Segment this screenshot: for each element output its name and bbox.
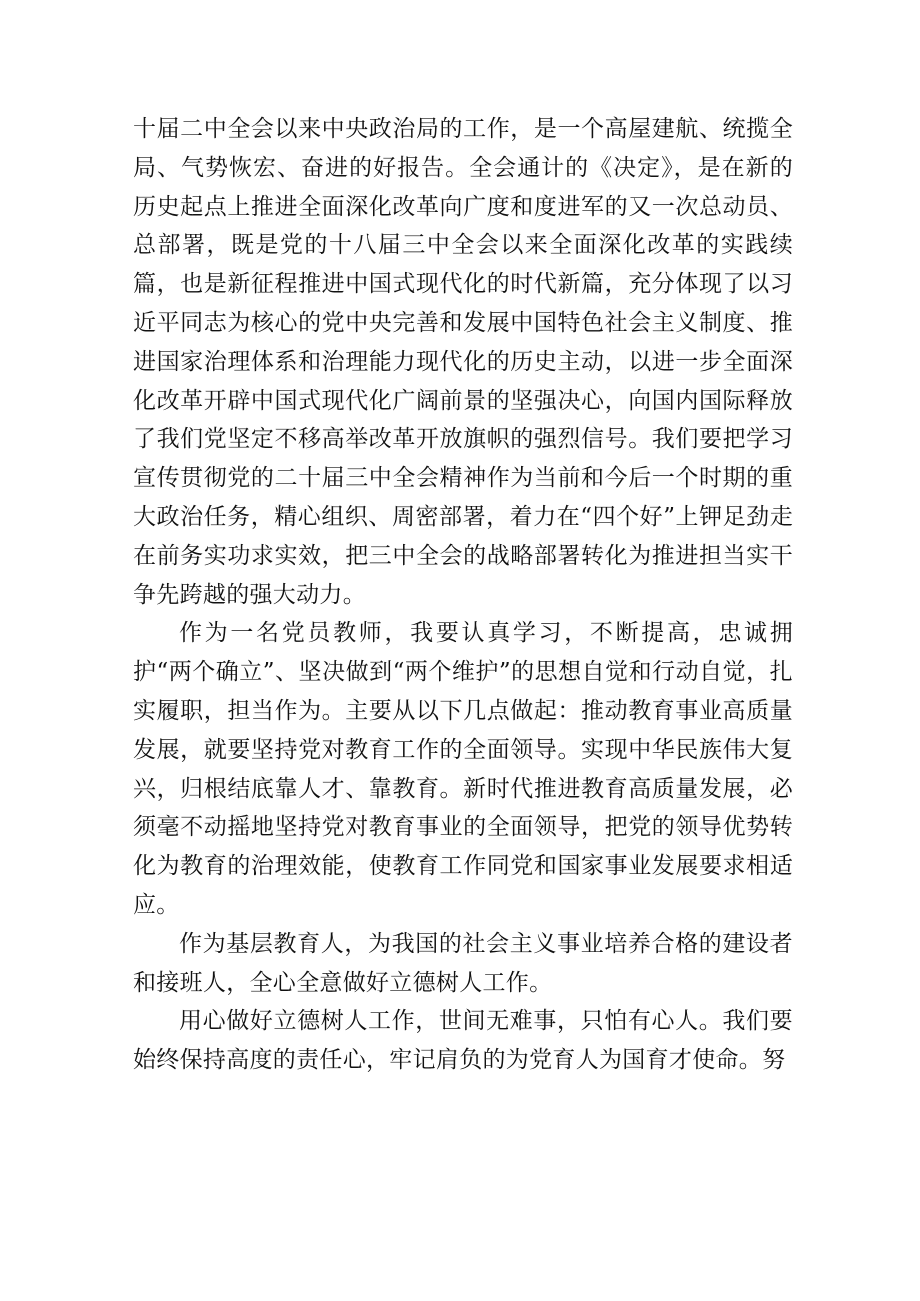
paragraph-moral-education: 用心做好立德树人工作，世间无难事，只怕有心人。我们要始终保持高度的责任心，牢记肩负的为党育人为国育才使命。努 [133, 1008, 793, 1074]
paragraph-continued: 十届二中全会以来中央政治局的工作，是一个高屋建航、统揽全局、气势恢宏、奋进的好报告。全会通计的《决定》，是在新的历史起点上推进全面深化改革向广度和度进军的又一次总动员、总部署，既是党的十八届三中全会以来全面深化改革的实践续篇，也是新征程推进中国式现代化的时代新篇，充分体现了以习近平同志为核心的党中央完善和发展中国特色社会主义制度、推进国家治理体系和治理能力现代化的历史主动，以进一步全面深化改革开辟中国式现代化广阔前景的坚强决心，向国内国际释放了我们党坚定不移高举改革开放旗帜的强烈信号。我们要把学习宣传贯彻党的二十届三中全会精神作为当前和今后一个时期的重大政治任务，精心组织、周密部署，着力在“四个好”上钾足劲走在前务实功求实效，把三中全会的战略部署转化为推进担当实干争先跨越的强大动力。 [133, 116, 793, 608]
paragraph-party-teacher: 作为一名党员教师，我要认真学习，不断提高，忠诚拥护“两个确立”、坚决做到“两个维护”的思想自觉和行动自觉，扎实履职，担当作为。主要从以下几点做起：推动教育事业高质量发展，就要坚持党对教育工作的全面领导。实现中华民族伟大复兴，归根结底靠人才、靠教育。新时代推进教育高质量发展，必须毫不动摇地坚持党对教育事业的全面领导，把党的领导优势转化为教育的治理效能，使教育工作同党和国家事业发展要求相适应。 [133, 620, 793, 918]
paragraph-grassroots-educator: 作为基层教育人，为我国的社会主义事业培养合格的建设者和接班人，全心全意做好立德树人工作。 [133, 930, 793, 996]
document-body [133, 110, 793, 1080]
